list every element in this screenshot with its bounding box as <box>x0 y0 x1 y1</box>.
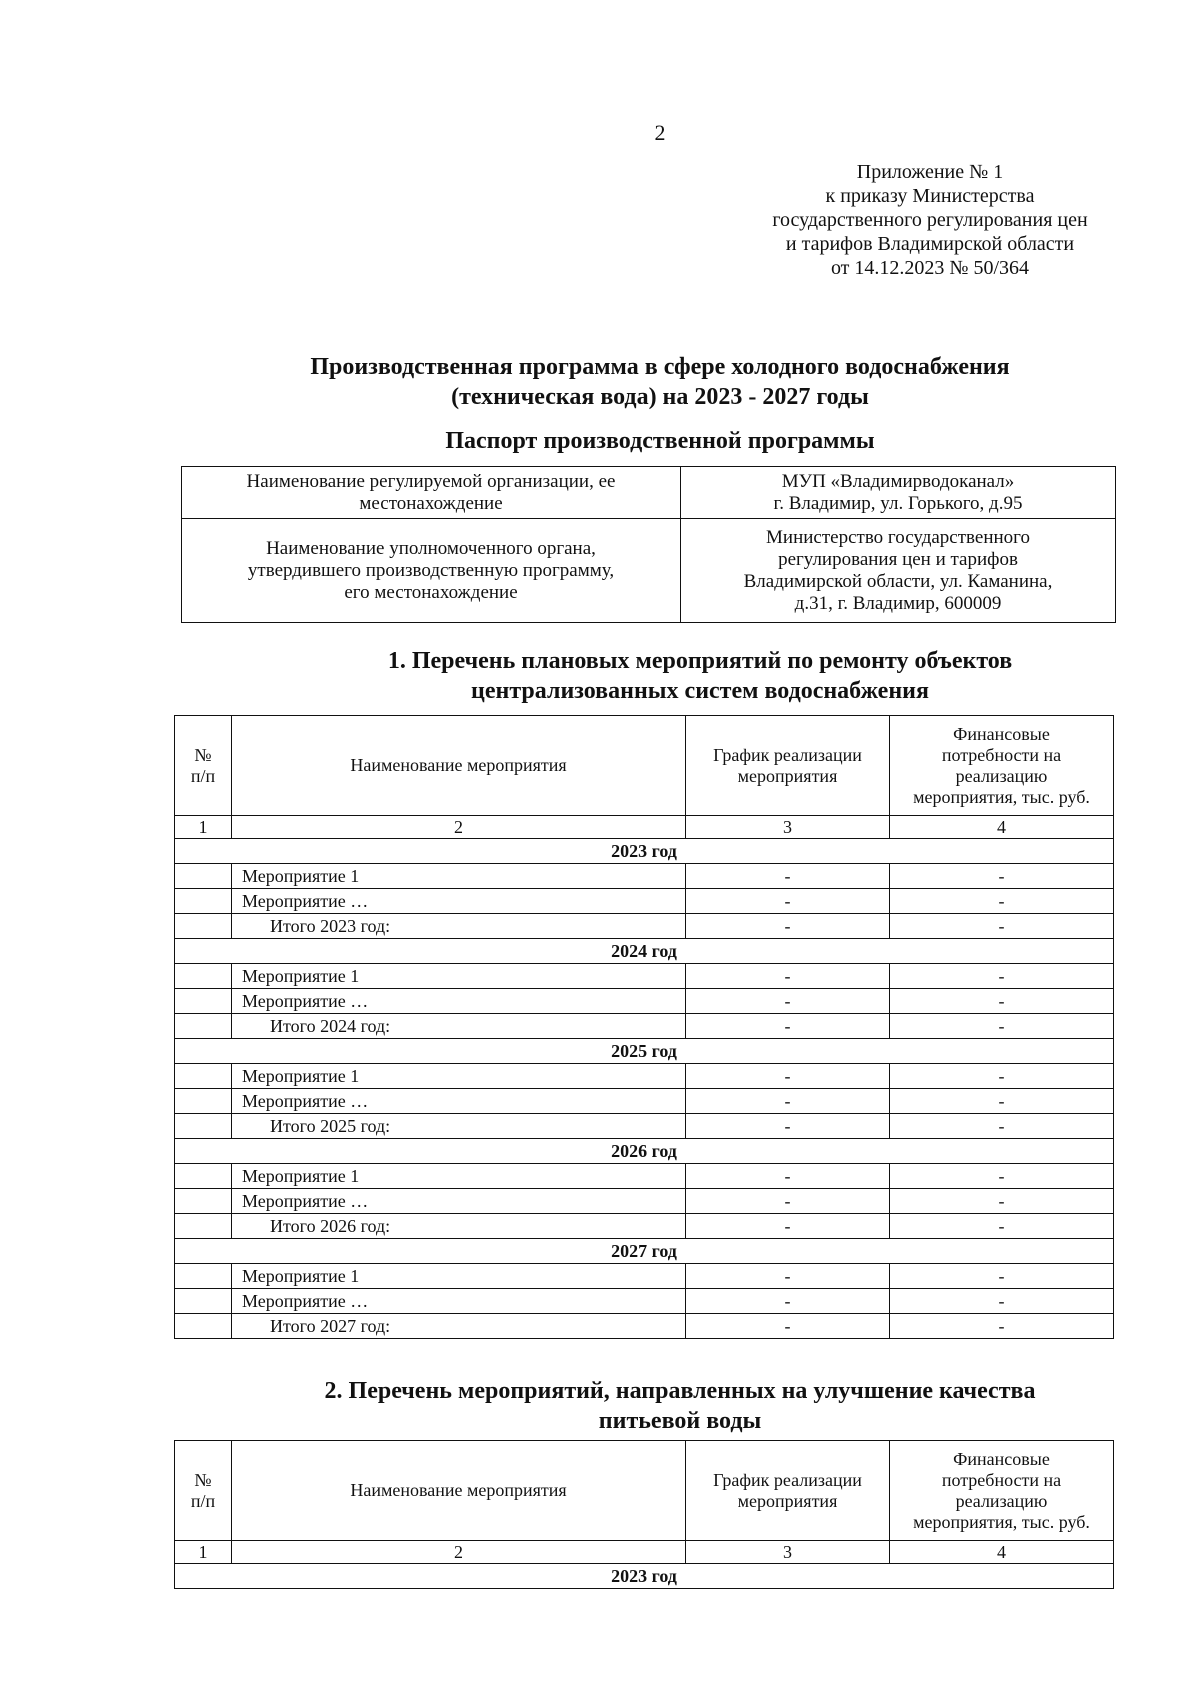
appendix-block <box>730 160 1130 280</box>
year-row: 2026 год <box>175 1139 1114 1164</box>
row-schedule: - <box>686 914 890 939</box>
row-number <box>175 1064 232 1089</box>
water-quality-table <box>174 1440 1114 1589</box>
col-number: 1 <box>175 1541 232 1564</box>
row-finance: - <box>890 1014 1114 1039</box>
section-title-line: 1. Перечень плановых мероприятий по ремонту объектов <box>387 648 1013 674</box>
label-line: Наименование регулируемой организации, ее <box>246 470 616 492</box>
row-finance: - <box>890 914 1114 939</box>
row-finance: - <box>890 1264 1114 1289</box>
col-header-number <box>175 1441 232 1541</box>
table-row <box>175 1189 1114 1214</box>
row-number <box>175 1264 232 1289</box>
col-header-name: Наименование мероприятия <box>232 1441 686 1541</box>
row-total-label: Итого 2026 год: <box>232 1214 686 1239</box>
table-row <box>175 989 1114 1014</box>
row-number <box>175 889 232 914</box>
row-schedule: - <box>686 1164 890 1189</box>
row-finance: - <box>890 889 1114 914</box>
header-line: № <box>194 1469 212 1490</box>
table-row <box>175 864 1114 889</box>
value-line: Министерство государственного <box>766 526 1030 548</box>
section-title-line: питьевой воды <box>598 1408 762 1434</box>
row-number <box>175 1289 232 1314</box>
year-row: 2025 год <box>175 1039 1114 1064</box>
table-row <box>175 1014 1114 1039</box>
col-header-name: Наименование мероприятия <box>232 716 686 816</box>
row-number <box>175 914 232 939</box>
col-number: 3 <box>686 816 890 839</box>
title-line: Производственная программа в сфере холодного водоснабжения <box>310 354 1010 380</box>
table-row <box>175 1064 1114 1089</box>
year-row: 2027 год <box>175 1239 1114 1264</box>
value-line: регулирования цен и тарифов <box>778 548 1018 570</box>
row-finance: - <box>890 864 1114 889</box>
appendix-line: государственного регулирования цен <box>772 209 1088 231</box>
header-line: потребности на <box>941 1469 1062 1490</box>
col-header-finance <box>890 1441 1114 1541</box>
row-name: Мероприятие … <box>232 1089 686 1114</box>
row-total-label: Итого 2024 год: <box>232 1014 686 1039</box>
row-name: Мероприятие 1 <box>232 1164 686 1189</box>
row-number <box>175 1089 232 1114</box>
row-number <box>175 1014 232 1039</box>
row-finance: - <box>890 1189 1114 1214</box>
value-line: Владимирской области, ул. Каманина, <box>743 570 1053 592</box>
row-number <box>175 1114 232 1139</box>
row-finance: - <box>890 1289 1114 1314</box>
passport-org-value <box>681 467 1116 519</box>
header-line: мероприятия, тыс. руб. <box>913 1511 1090 1532</box>
table-row <box>175 1164 1114 1189</box>
table-row <box>175 914 1114 939</box>
label-line: Наименование уполномоченного органа, <box>266 537 596 559</box>
document-title <box>180 352 1140 412</box>
col-header-number <box>175 716 232 816</box>
row-number <box>175 1164 232 1189</box>
header-line: График реализации <box>713 1469 862 1490</box>
page-number: 2 <box>654 120 666 145</box>
table-row <box>175 964 1114 989</box>
row-schedule: - <box>686 1089 890 1114</box>
label-line: утвердившего производственную программу, <box>247 559 615 581</box>
row-schedule: - <box>686 1014 890 1039</box>
year-row: 2024 год <box>175 939 1114 964</box>
row-schedule: - <box>686 1314 890 1339</box>
row-number <box>175 1314 232 1339</box>
passport-authority-value <box>681 519 1116 623</box>
col-header-schedule <box>686 1441 890 1541</box>
section-title-line: 2. Перечень мероприятий, направленных на улучшение качества <box>324 1378 1036 1404</box>
row-schedule: - <box>686 964 890 989</box>
table-row <box>175 889 1114 914</box>
row-number <box>175 964 232 989</box>
label-line: местонахождение <box>359 492 503 514</box>
row-name: Мероприятие 1 <box>232 864 686 889</box>
row-name: Мероприятие 1 <box>232 1264 686 1289</box>
row-number <box>175 1189 232 1214</box>
row-finance: - <box>890 1114 1114 1139</box>
appendix-line: к приказу Министерства <box>825 185 1035 207</box>
header-line: Финансовые <box>953 723 1050 744</box>
row-number <box>175 1214 232 1239</box>
row-number <box>175 864 232 889</box>
appendix-line: Приложение № 1 <box>856 161 1004 183</box>
header-line: мероприятия <box>737 1490 838 1511</box>
appendix-line: и тарифов Владимирской области <box>785 233 1075 255</box>
header-line: реализацию <box>955 1490 1048 1511</box>
row-name: Мероприятие 1 <box>232 964 686 989</box>
row-schedule: - <box>686 1114 890 1139</box>
table-row <box>175 1114 1114 1139</box>
col-number: 2 <box>232 1541 686 1564</box>
row-finance: - <box>890 1164 1114 1189</box>
year-row: 2023 год <box>175 1564 1114 1589</box>
row-schedule: - <box>686 889 890 914</box>
row-total-label: Итого 2023 год: <box>232 914 686 939</box>
row-name: Мероприятие … <box>232 1189 686 1214</box>
value-line: г. Владимир, ул. Горького, д.95 <box>773 492 1023 514</box>
appendix-line: от 14.12.2023 № 50/364 <box>830 257 1030 279</box>
header-line: реализацию <box>955 765 1048 786</box>
row-name: Мероприятие … <box>232 989 686 1014</box>
row-finance: - <box>890 989 1114 1014</box>
passport-heading: Паспорт производственной программы <box>445 428 875 454</box>
col-number: 1 <box>175 816 232 839</box>
row-finance: - <box>890 964 1114 989</box>
col-number: 4 <box>890 1541 1114 1564</box>
row-number <box>175 989 232 1014</box>
row-finance: - <box>890 1314 1114 1339</box>
row-name: Мероприятие … <box>232 889 686 914</box>
table-row <box>175 1089 1114 1114</box>
label-line: его местонахождение <box>344 581 518 603</box>
repair-plan-table <box>174 715 1114 1339</box>
col-header-finance <box>890 716 1114 816</box>
table-row <box>175 1264 1114 1289</box>
passport-table <box>181 466 1116 623</box>
col-header-schedule <box>686 716 890 816</box>
passport-authority-label <box>182 519 681 623</box>
value-line: д.31, г. Владимир, 600009 <box>794 592 1002 614</box>
table-row <box>175 1289 1114 1314</box>
row-total-label: Итого 2027 год: <box>232 1314 686 1339</box>
header-line: мероприятия, тыс. руб. <box>913 786 1090 807</box>
row-schedule: - <box>686 1264 890 1289</box>
row-schedule: - <box>686 989 890 1014</box>
header-line: График реализации <box>713 744 862 765</box>
row-schedule: - <box>686 864 890 889</box>
row-schedule: - <box>686 1214 890 1239</box>
table-row <box>175 1214 1114 1239</box>
row-name: Мероприятие 1 <box>232 1064 686 1089</box>
year-row: 2023 год <box>175 839 1114 864</box>
col-number: 2 <box>232 816 686 839</box>
header-line: п/п <box>190 765 216 786</box>
row-schedule: - <box>686 1064 890 1089</box>
row-finance: - <box>890 1064 1114 1089</box>
value-line: МУП «Владимирводоканал» <box>781 470 1015 492</box>
row-finance: - <box>890 1214 1114 1239</box>
table-row <box>175 1314 1114 1339</box>
row-name: Мероприятие … <box>232 1289 686 1314</box>
section1-title <box>270 646 1130 706</box>
row-schedule: - <box>686 1189 890 1214</box>
header-line: потребности на <box>941 744 1062 765</box>
row-total-label: Итого 2025 год: <box>232 1114 686 1139</box>
header-line: п/п <box>190 1490 216 1511</box>
col-number: 4 <box>890 816 1114 839</box>
col-number: 3 <box>686 1541 890 1564</box>
passport-org-label <box>182 467 681 519</box>
header-line: № <box>194 744 212 765</box>
section-title-line: централизованных систем водоснабжения <box>471 678 929 704</box>
row-finance: - <box>890 1089 1114 1114</box>
header-line: Финансовые <box>953 1448 1050 1469</box>
header-line: мероприятия <box>737 765 838 786</box>
section2-title <box>250 1376 1110 1436</box>
row-schedule: - <box>686 1289 890 1314</box>
title-line: (техническая вода) на 2023 - 2027 годы <box>451 384 869 410</box>
